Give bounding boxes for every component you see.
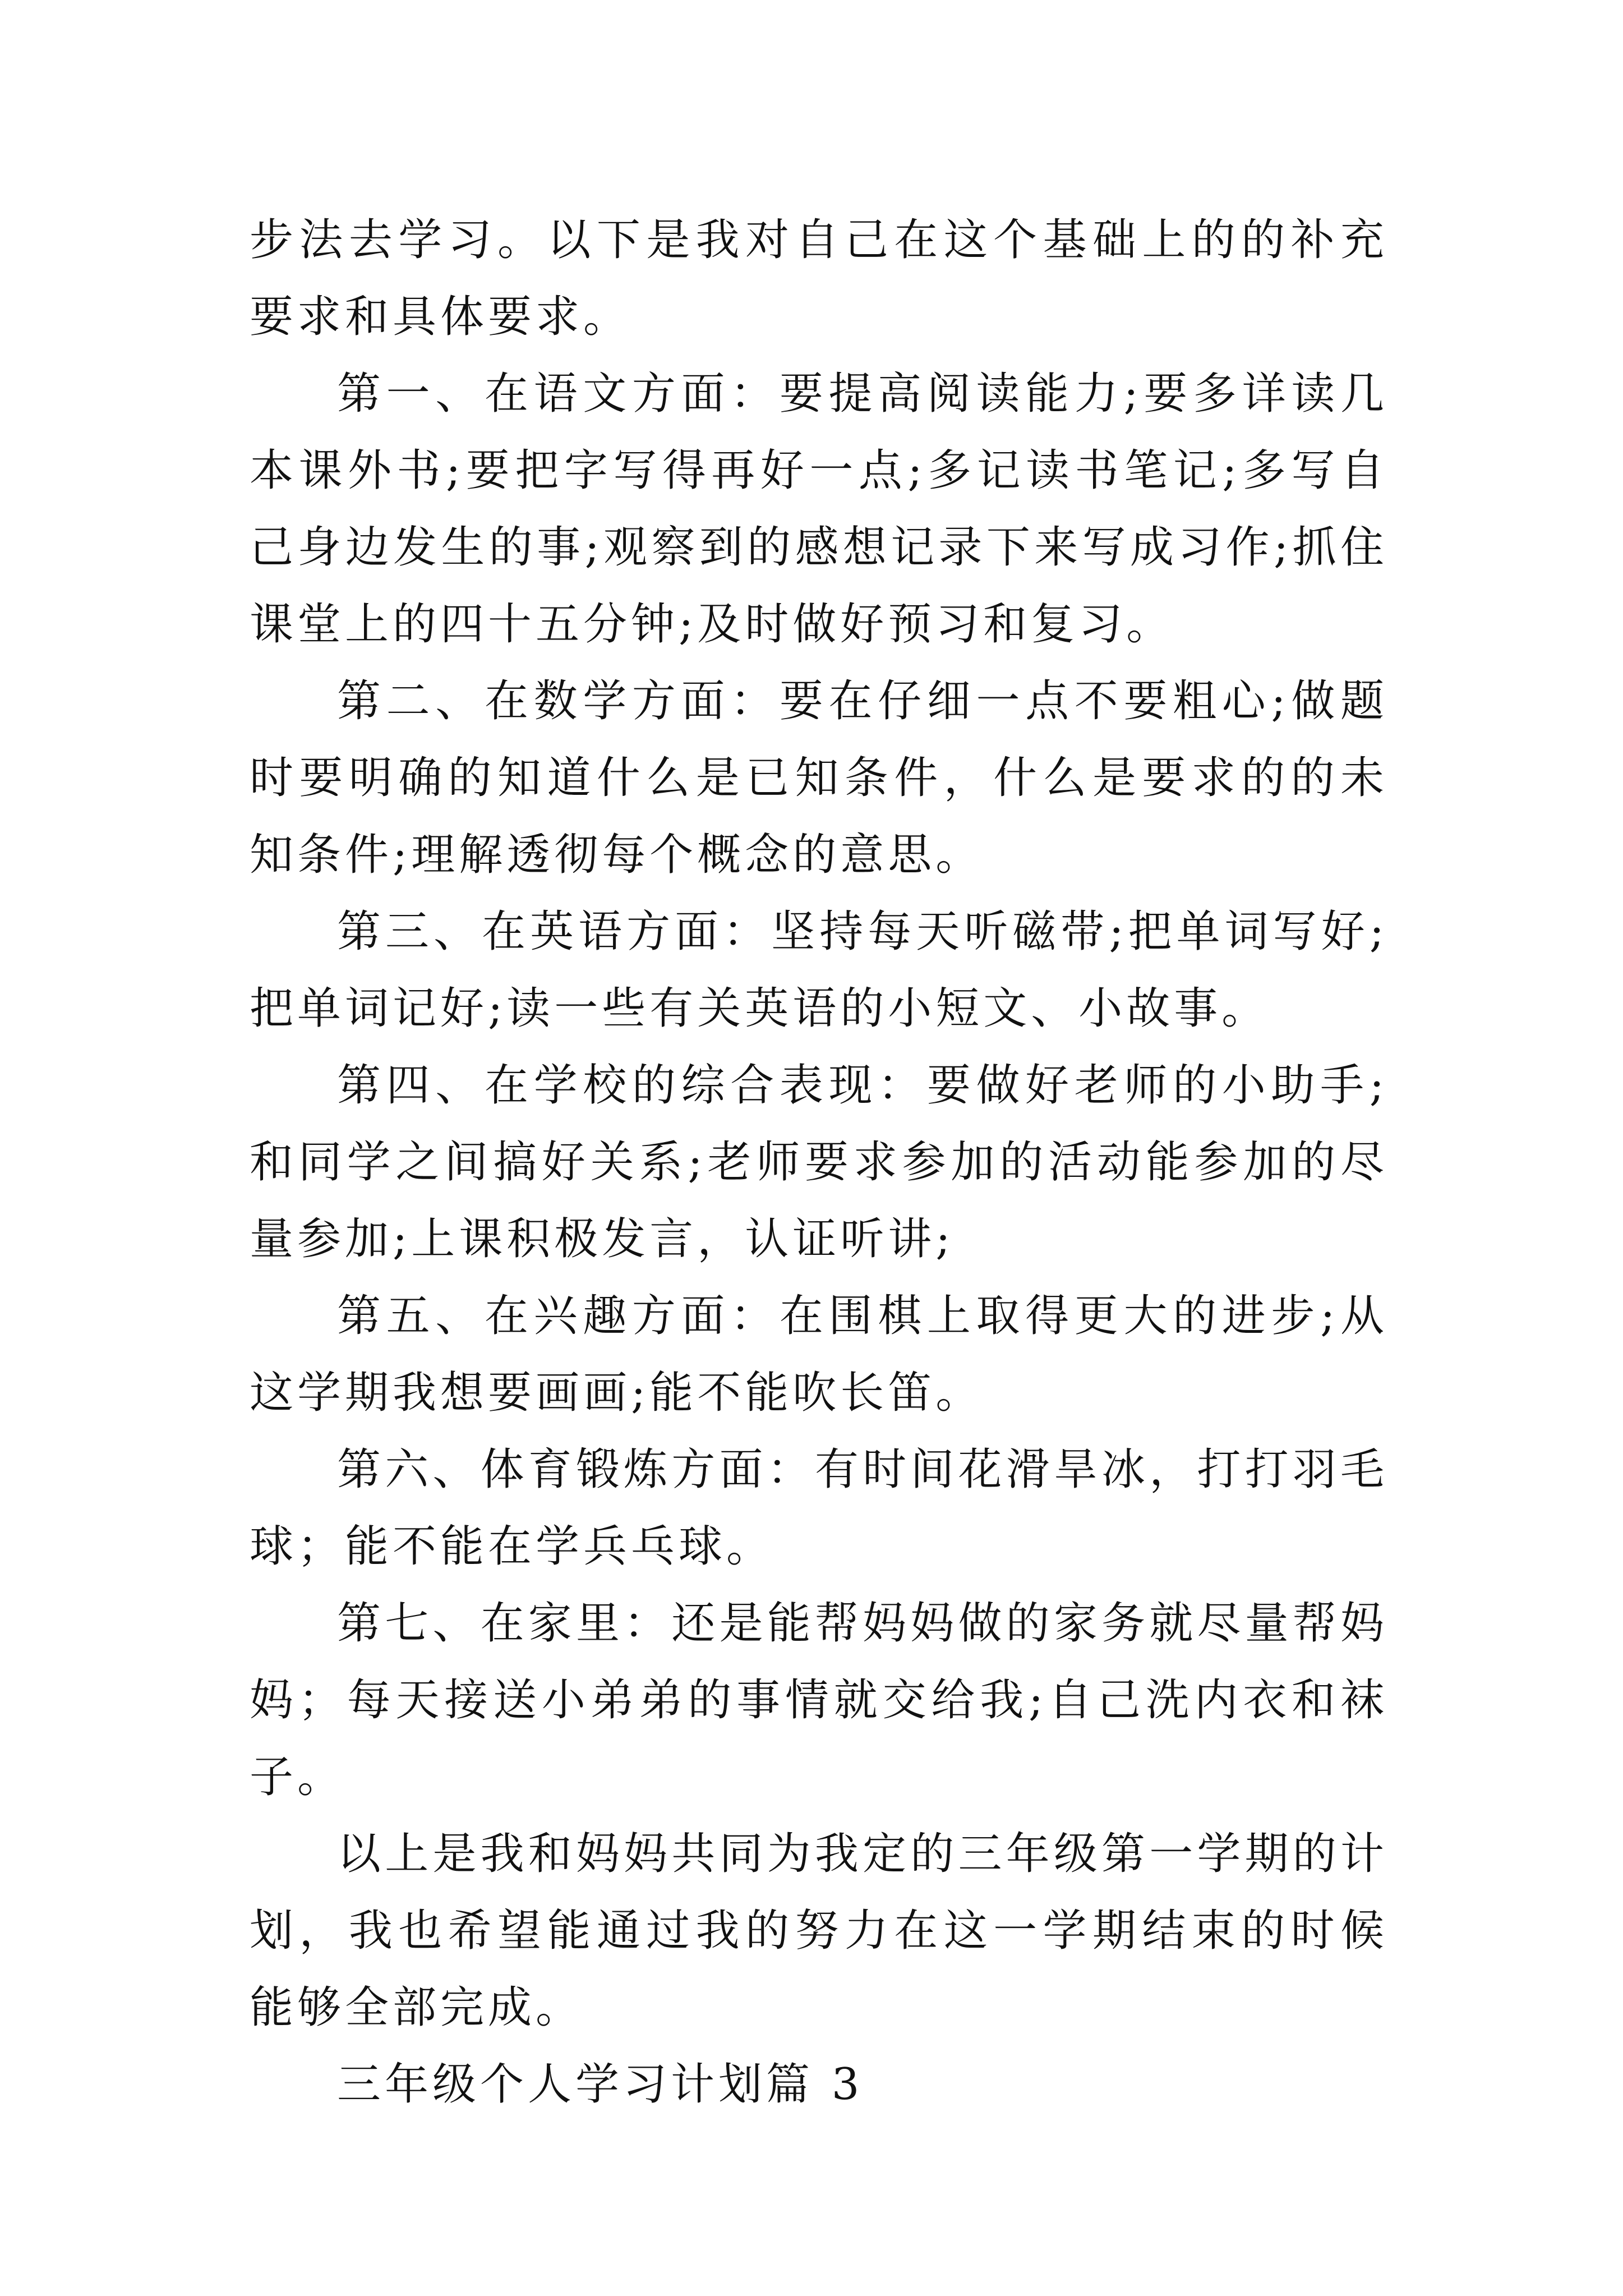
section-heading: 三年级个人学习计划篇 3: [337, 2059, 864, 2110]
paragraph-school-performance: 第四、在学校的综合表现：要做好老师的小助手;和同学之间搞好关系;老师要求参加的活动能参加的尽量参加;上课积极发言，认证听讲;: [250, 1060, 1388, 1264]
paragraph-interests: 第五、在兴趣方面：在围棋上取得更大的进步;从这学期我想要画画;能不能吹长笛。: [250, 1291, 1388, 1418]
document-body: [250, 202, 1388, 2123]
paragraph-math: 第二、在数学方面：要在仔细一点不要粗心;做题时要明确的知道什么是已知条件，什么是要求的的未知条件;理解透彻每个概念的意思。: [250, 676, 1388, 880]
paragraph-conclusion: 以上是我和妈妈共同为我定的三年级第一学期的计划，我也希望能通过我的努力在这一学期结束的时候能够全部完成。: [250, 1829, 1388, 2033]
paragraph-continuation: 步法去学习。以下是我对自己在这个基础上的的补充要求和具体要求。: [250, 215, 1388, 342]
paragraph-english: 第三、在英语方面：坚持每天听磁带;把单词写好;把单词记好;读一些有关英语的小短文、小故事。: [250, 907, 1388, 1034]
paragraph-chinese: 第一、在语文方面：要提高阅读能力;要多详读几本课外书;要把字写得再好一点;多记读书笔记;多写自己身边发生的事;观察到的感想记录下来写成习作;抓住课堂上的四十五分钟;及时做好预习和复习。: [250, 369, 1388, 650]
paragraph-home: 第七、在家里：还是能帮妈妈做的家务就尽量帮妈妈；每天接送小弟弟的事情就交给我;自己洗内衣和袜子。: [250, 1598, 1388, 1802]
paragraph-sports: 第六、体育锻炼方面：有时间花滑旱冰，打打羽毛球；能不能在学兵乓球。: [250, 1444, 1388, 1572]
